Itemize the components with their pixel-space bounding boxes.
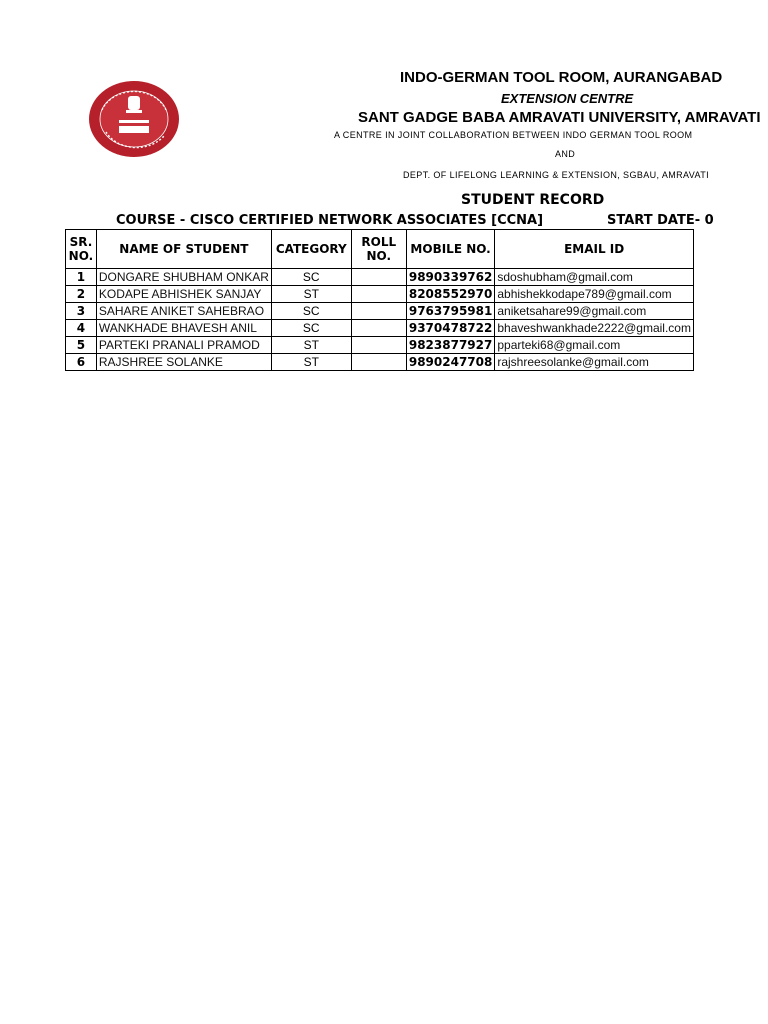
table-row xyxy=(66,286,694,303)
cell-mobile: 9370478722 xyxy=(406,320,495,337)
cell-name: KODAPE ABHISHEK SANJAY xyxy=(96,286,271,303)
cell-name: SAHARE ANIKET SAHEBRAO xyxy=(96,303,271,320)
and-text: AND xyxy=(555,149,576,159)
msme-emblem-seal-icon xyxy=(88,80,180,158)
cell-sr: 3 xyxy=(66,303,97,320)
cell-category: ST xyxy=(271,337,351,354)
cell-category: SC xyxy=(271,269,351,286)
table-row xyxy=(66,269,694,286)
cell-roll xyxy=(351,269,406,286)
cell-mobile: 9890247708 xyxy=(406,354,495,371)
cell-sr: 2 xyxy=(66,286,97,303)
course-title: COURSE - CISCO CERTIFIED NETWORK ASSOCIATES [CCNA] xyxy=(116,213,544,228)
cell-name: PARTEKI PRANALI PRAMOD xyxy=(96,337,271,354)
cell-roll xyxy=(351,303,406,320)
cell-email: pparteki68@gmail.com xyxy=(495,337,694,354)
cell-email: bhaveshwankhade2222@gmail.com xyxy=(495,320,694,337)
cell-name: RAJSHREE SOLANKE xyxy=(96,354,271,371)
table-row xyxy=(66,303,694,320)
cell-sr: 6 xyxy=(66,354,97,371)
header-category: CATEGORY xyxy=(271,230,351,269)
cell-name: DONGARE SHUBHAM ONKAR xyxy=(96,269,271,286)
cell-email: rajshreesolanke@gmail.com xyxy=(495,354,694,371)
cell-email: sdoshubham@gmail.com xyxy=(495,269,694,286)
cell-category: ST xyxy=(271,286,351,303)
cell-roll xyxy=(351,354,406,371)
cell-sr: 5 xyxy=(66,337,97,354)
header-sr-no: SR. NO. xyxy=(66,230,97,269)
org-subtitle: EXTENSION CENTRE xyxy=(501,91,634,106)
header-mobile-no: MOBILE NO. xyxy=(406,230,495,269)
cell-mobile: 9763795981 xyxy=(406,303,495,320)
cell-mobile: 9823877927 xyxy=(406,337,495,354)
cell-email: abhishekkodape789@gmail.com xyxy=(495,286,694,303)
record-title: STUDENT RECORD xyxy=(461,192,605,208)
header-roll-no: ROLL NO. xyxy=(351,230,406,269)
table-header-row xyxy=(66,230,694,269)
cell-sr: 1 xyxy=(66,269,97,286)
cell-email: aniketsahare99@gmail.com xyxy=(495,303,694,320)
table-row xyxy=(66,337,694,354)
university-title: SANT GADGE BABA AMRAVATI UNIVERSITY, AMRAVATI xyxy=(358,109,761,126)
cell-name: WANKHADE BHAVESH ANIL xyxy=(96,320,271,337)
cell-roll xyxy=(351,286,406,303)
student-table xyxy=(65,229,694,371)
table-row xyxy=(66,354,694,371)
org-title: INDO-GERMAN TOOL ROOM, AURANGABAD xyxy=(400,69,723,86)
cell-mobile: 9890339762 xyxy=(406,269,495,286)
cell-category: SC xyxy=(271,320,351,337)
cell-roll xyxy=(351,320,406,337)
cell-category: ST xyxy=(271,354,351,371)
cell-sr: 4 xyxy=(66,320,97,337)
table-row xyxy=(66,320,694,337)
department-text: DEPT. OF LIFELONG LEARNING & EXTENSION, SGBAU, AMRAVATI xyxy=(403,170,710,180)
cell-mobile: 8208552970 xyxy=(406,286,495,303)
collaboration-text: A CENTRE IN JOINT COLLABORATION BETWEEN INDO GERMAN TOOL ROOM xyxy=(334,130,693,140)
header-email-id: EMAIL ID xyxy=(495,230,694,269)
header-name: NAME OF STUDENT xyxy=(96,230,271,269)
start-date: START DATE- 0 xyxy=(607,213,714,228)
cell-roll xyxy=(351,337,406,354)
cell-category: SC xyxy=(271,303,351,320)
